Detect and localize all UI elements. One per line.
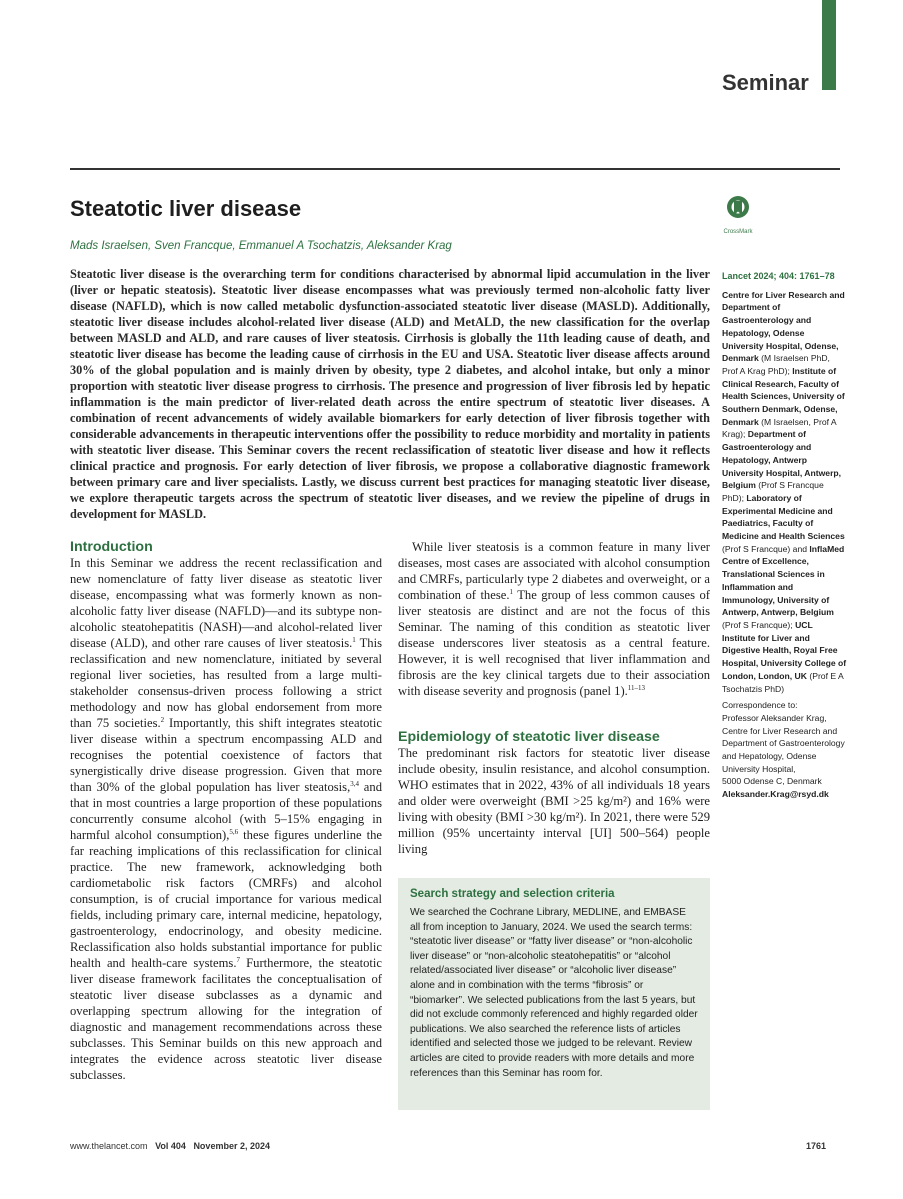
footer-date: November 2, 2024 (193, 1141, 270, 1151)
crossmark-badge[interactable] (718, 195, 758, 235)
article-title: Steatotic liver disease (70, 196, 302, 221)
epidemiology-paragraph: The predominant risk factors for steatotic liver disease include obesity, insulin resistance, and alcohol consumption. WHO estimates that in 2022, 43% of all individuals 18 years and older were overweight (BMI >25 kg/m²) and 16% were living with obesity (BMI >30 kg/m²). In 2021, there were 529 million (95% uncertainty interval [UI] 500–564) people living (398, 746, 710, 856)
margin-sidebar (722, 270, 847, 801)
author-list: Mads Israelsen, Sven Francque, Emmanuel A Tsochatzis, Aleksander Krag (70, 240, 452, 252)
search-strategy-panel (398, 878, 710, 1110)
introduction-paragraph-2: While liver steatosis is a common feature in many liver diseases, most cases are associated with alcohol consumption and CMRFs, particularly type 2 diabetes and overweight, or a combination of these.$^1$ The group of less common causes of liver steatosis are distinct and are not the focus of this Seminar. The naming of this condition as steatotic liver disease underscores liver steatosis as a central feature. However, it is well recognised that liver inflammation and fibrosis are the key clinical targets due to their association with disease severity and prognosis (panel 1).$^{11-13}$ (398, 540, 710, 698)
footer-site[interactable]: www.thelancet.com (70, 1141, 148, 1151)
header-divider (70, 168, 840, 170)
footer-citation (70, 1141, 270, 1151)
epidemiology-section (398, 729, 710, 857)
abstract: Steatotic liver disease is the overarching term for conditions characterised by abnormal lipid accumulation in the liver (liver or hepatic steatosis). Steatotic liver disease encompasses what was previously termed non-alcoholic fatty liver disease (NAFLD), which is now called metabolic dysfunction-associated steatotic liver disease (MASLD). Additionally, steatotic liver disease includes alcohol-related liver disease (ALD) and MetALD, the new classification for the overlap between MASLD and ALD, and rare causes of liver steatosis. Cirrhosis is globally the 11th leading cause of death, and steatotic liver disease has become the leading cause of cirrhosis in the EU and USA. Steatotic liver disease affects around 30% of the global population and is mainly driven by obesity, type 2 diabetes, and alcohol intake, but only a minor proportion with steatotic liver disease progress to cirrhosis. The presence and progression of liver fibrosis led by hepatic inflammation is the main predictor of liver-related death across the entire spectrum of steatotic liver diseases. A combination of recent advancements of widely available biomarkers for early detection of liver fibrosis together with considerable advancements in therapeutic interventions offer the possibility to reduce morbidity and mortality in patients with steatotic liver disease. This Seminar covers the recent reclassification of steatotic liver disease and how it reflects clinical practice and prognosis. For early detection of liver fibrosis, we propose a collaborative diagnostic framework between primary care and liver specialists. Lastly, we discuss current best practices for managing steatotic liver disease, we explore therapeutic targets across the spectrum of steatotic liver diseases, and we review the pipeline of drugs in development for MASLD. (70, 267, 710, 521)
crossmark-icon (726, 195, 750, 223)
right-column (398, 539, 710, 699)
correspondence: Correspondence to: Professor Aleksander Krag, Centre for Liver Research and Department of Gastroenterology and Hepatology, Odense University Hospital, 5000 Odense C, Denmark Aleksander.Krag@rsyd.dk (722, 700, 845, 800)
affiliations: Centre for Liver Research and Department of Gastroenterology and Hepatology, Odense University Hospital, Odense, Denmark (M Israelsen PhD, Prof A Krag PhD); Institute of Clinical Research, Faculty of Health Sciences, University of Southern Denmark, Odense, Denmark (M Israelsen, Prof A Krag); Department of Gastroenterology and Hepatology, Antwerp University Hospital, Antwerp, Belgium (Prof S Francque PhD); Laboratory of Experimental Medicine and Paediatrics, Faculty of Medicine and Health Sciences (Prof S Francque) and InflaMed Centre of Excellence, Translational Sciences in Inflammation and Immunology, University of Antwerp, Antwerp, Belgium (Prof S Francque); UCL Institute for Liver and Digestive Health, Royal Free Hospital, University College of London, London, UK (Prof E A Tsochatzis PhD) (722, 289, 847, 694)
correspondence-email[interactable]: Aleksander.Krag@rsyd.dk (722, 789, 829, 800)
footer-volume: Vol 404 (155, 1141, 186, 1151)
search-strategy-text: We searched the Cochrane Library, MEDLINE, and EMBASE all from inception to January, 2024. We used the search terms: “steatotic liver disease” or “fatty liver disease” or “non-alcoholic liver disease” or “non-alcoholic steatohepatitis” or “alcohol related/associated liver disease” or “alcoholic liver disease” alone and in combination with the terms “fibrosis” or “biomarker”. We selected publications from the last 5 years, but did not exclude commonly referenced and highly regarded older publications. We also searched the reference lists of articles identified and selected those we judged to be relevant. Review articles are cited to provide readers with more details and more references than this Seminar has room for. (410, 907, 698, 1079)
header-accent-bar (822, 0, 836, 90)
section-label: Seminar (722, 70, 809, 95)
introduction-heading: Introduction (70, 539, 153, 555)
page-number: 1761 (806, 1141, 827, 1151)
epidemiology-heading: Epidemiology of steatotic liver disease (398, 729, 660, 745)
search-strategy-title: Search strategy and selection criteria (410, 888, 615, 900)
crossmark-label: CrossMark (723, 229, 753, 235)
citation: Lancet 2024; 404: 1761–78 (722, 271, 835, 281)
introduction-column (70, 539, 382, 1083)
introduction-paragraph: In this Seminar we address the recent reclassification and new nomenclature of fatty liver disease as steatotic liver disease, encompassing what was formerly known as non-alcoholic fatty liver disease (NAFLD)—and its subtype non-alcoholic steatohepatitis (NASH)—and alcohol-related liver disease (ALD), and other rare causes of liver steatosis.$^1$ This reclassification and new nomenclature, initiated by several regional liver societies, has resulted from a large multi-stakeholder consensus-driven process following a strict methodology and now has global endorsement from more than 75 societies.$^2$ Importantly, this shift integrates steatotic liver disease within a spectrum encompassing ALD and recognises the potential coexistence of factors that synergistically drive disease progression. Given that more than 30% of the global population has liver steatosis,$^{3,4}$ and that in most countries a large proportion of these populations concurrently consume alcohol (with 5–15% engaging in harmful alcohol consumption),$^{5,6}$ these figures underline the far reaching implications of this reclassification for clinical practice. The new framework, acknowledging both cardiometabolic risk factors (CMRFs) and alcohol consumption, is of crucial importance for various medical fields, including primary care, internal medicine, hepatology, gastroenterology, endocrinology, and obesity medicine. Reclassification also holds substantial importance for public health and health-care systems.$^7$ Furthermore, the steatotic liver disease framework facilitates the conceptualisation of steatotic liver disease subclasses as a dynamic and overlapping spectrum allowing for the integration of diagnostic and management recommendations across these subclasses. This Seminar builds on this new approach and integrates the evidence across steatotic liver disease subclasses. (70, 556, 383, 1082)
